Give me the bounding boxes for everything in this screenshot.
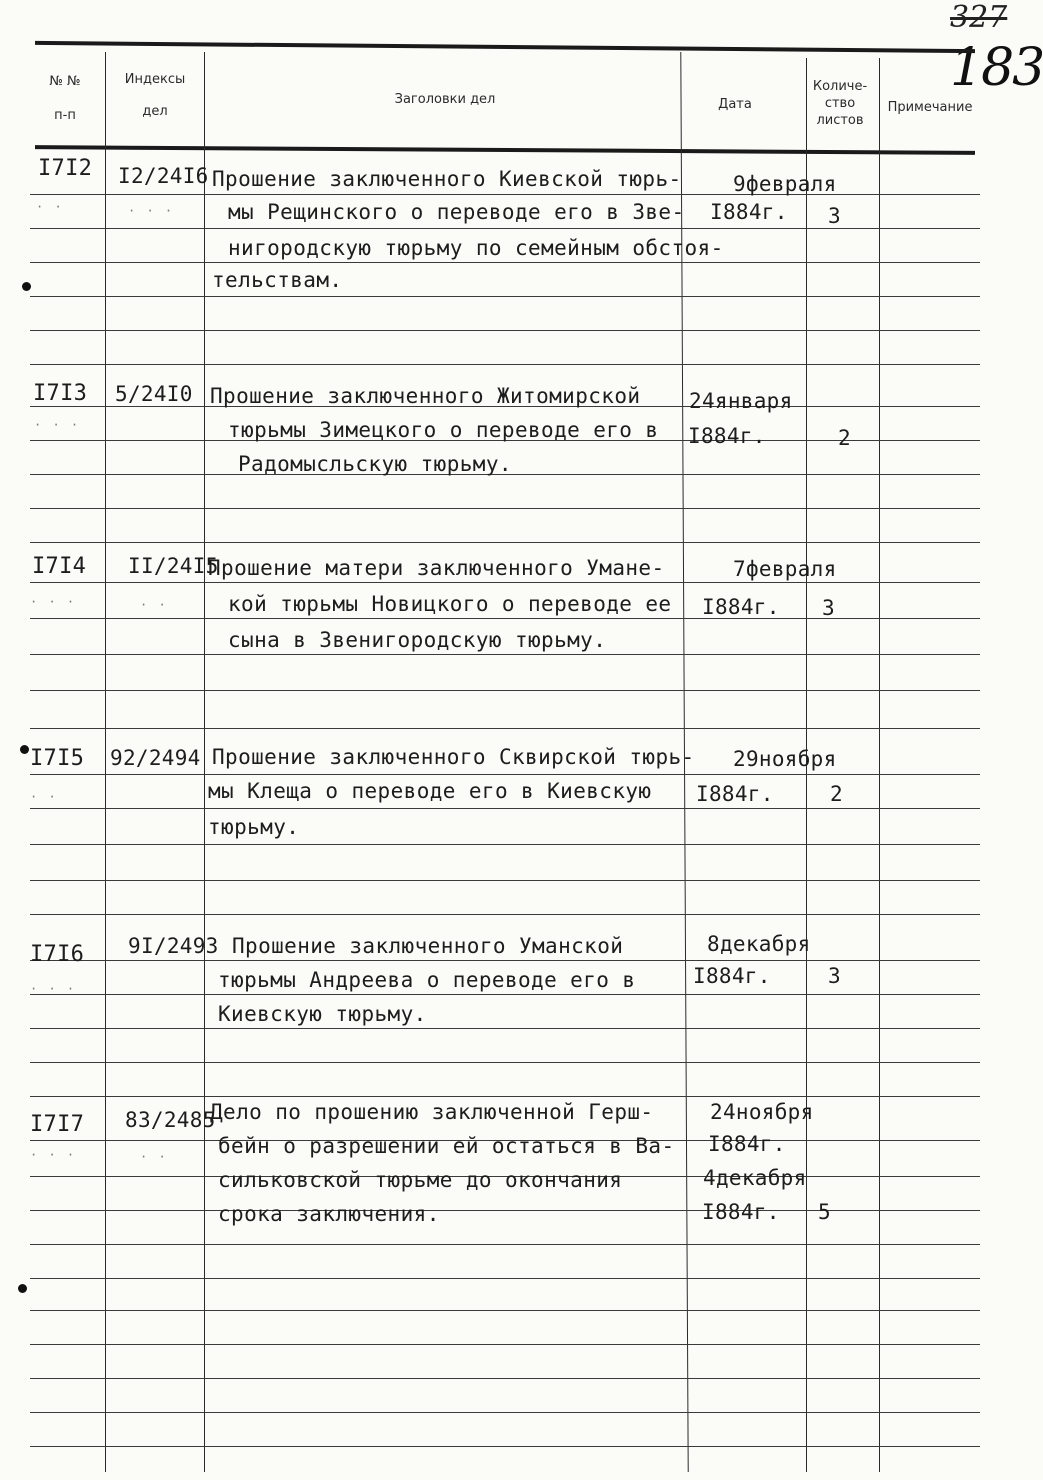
ruled-line [30, 1278, 980, 1279]
ditto-mark: · · · [34, 418, 81, 432]
binding-hole-mark [18, 1284, 27, 1293]
row-index: 5/24I0 [115, 382, 193, 406]
row-title-line: Прошение заключенного Уманской [232, 934, 624, 958]
ruled-line [30, 654, 980, 655]
row-date-line: 9февраля [733, 172, 837, 196]
binding-hole-mark [20, 745, 29, 754]
ditto-mark: · · · [128, 204, 175, 218]
ditto-mark: · · [36, 200, 64, 214]
row-index: 92/2494 [110, 746, 201, 770]
ruled-line [30, 1344, 980, 1345]
row-date-line: I884г. [693, 964, 771, 988]
row-title-line: Прошение матери заключенного Умане- [208, 556, 665, 580]
row-date-line: I884г. [688, 424, 766, 448]
row-date-line: 7февраля [733, 557, 837, 581]
ruled-line [30, 1028, 980, 1029]
row-title-line: кой тюрьмы Новицкого о переводе ее [228, 592, 672, 616]
ruled-line [30, 1244, 980, 1245]
row-date-line: 24ноября [710, 1100, 814, 1124]
row-title-line: мы Рещинского о переводе его в Зве- [228, 200, 685, 224]
header-sheets: Количе- ство листов [812, 79, 868, 128]
ruled-line [30, 1096, 980, 1097]
ruled-line [30, 542, 980, 543]
ditto-mark: · · · [30, 595, 77, 609]
row-date-line: 29ноября [733, 747, 837, 771]
row-date-line: I884г. [702, 595, 780, 619]
row-date-line: I884г. [696, 782, 774, 806]
row-title-line: бейн о разрешении ей остаться в Ва- [218, 1134, 675, 1158]
row-index: 83/2485 [125, 1108, 216, 1132]
row-date-line: I884г. [710, 200, 788, 224]
ruled-line [30, 690, 980, 691]
ruled-line [30, 1378, 980, 1379]
ruled-line [30, 194, 980, 195]
row-date-line: 24января [689, 389, 793, 413]
ruled-line [30, 844, 980, 845]
row-title-line: Прошение заключенного Житомирской [210, 384, 641, 408]
ruled-line [30, 296, 980, 297]
header-bottom-line [35, 145, 975, 155]
row-number: I7I5 [30, 746, 85, 771]
ditto-mark: · · [140, 1150, 168, 1164]
row-number: I7I6 [30, 942, 85, 967]
row-number: I7I3 [33, 381, 88, 406]
row-number: I7I7 [30, 1112, 85, 1137]
row-title-line: тюрьмы Андреева о переводе его в [218, 968, 636, 992]
ruled-line [30, 1210, 980, 1211]
header-index: Индексы дел [124, 72, 186, 119]
ruled-line [30, 994, 980, 995]
row-sheets: 3 [828, 204, 841, 228]
row-title-line: сильковской тюрьме до окончания [218, 1168, 623, 1192]
row-number: I7I2 [38, 156, 93, 181]
row-title-line: сына в Звенигородскую тюрьму. [228, 628, 607, 652]
row-number: I7I4 [32, 554, 87, 579]
ditto-mark: · · [30, 790, 58, 804]
ruled-line [30, 508, 980, 509]
ditto-mark: · · · [30, 1148, 77, 1162]
folio-number: 183 [950, 38, 1043, 98]
row-title-line: срока заключения. [218, 1202, 440, 1226]
column-divider [879, 58, 880, 1472]
header-date: Дата [718, 97, 752, 112]
row-title-line: тельствам. [212, 268, 343, 292]
row-sheets: 3 [822, 596, 835, 620]
ditto-mark: · · · [30, 982, 77, 996]
ruled-line [30, 1062, 980, 1063]
header-top-line [35, 41, 975, 53]
row-title-line: Прошение заключенного Сквирской тюрь- [212, 745, 695, 769]
row-title-line: Прошение заключенного Киевской тюрь- [212, 167, 682, 191]
binding-hole-mark [22, 282, 31, 291]
row-date-line: 8декабря [707, 932, 811, 956]
ditto-mark: · · [140, 598, 168, 612]
ruled-line [30, 1412, 980, 1413]
row-title-line: нигородскую тюрьму по семейным обстоя- [228, 236, 724, 260]
row-sheets: 2 [838, 426, 851, 450]
ruled-line [30, 1310, 980, 1311]
header-note: Примечание [887, 100, 973, 115]
row-date-line: 4декабря [703, 1166, 807, 1190]
header-title: Заголовки дел [394, 92, 496, 107]
ruled-line [30, 880, 980, 881]
row-title-line: Дело по прошению заключенной Герш- [210, 1100, 654, 1124]
ruled-line [30, 262, 980, 263]
ruled-line [30, 1446, 980, 1447]
row-sheets: 3 [828, 964, 841, 988]
row-date-line: I884г. [708, 1132, 786, 1156]
ruled-line [30, 728, 980, 729]
row-title-line: Радомысльскую тюрьму. [238, 452, 512, 476]
ruled-line [30, 618, 980, 619]
row-title-line: Киевскую тюрьму. [218, 1002, 427, 1026]
row-title-line: мы Клеща о переводе его в Киевскую [208, 779, 652, 803]
row-date-line: I884г. [702, 1200, 780, 1224]
ruled-line [30, 364, 980, 365]
old-folio-number: 327 [950, 0, 1008, 35]
ruled-line [30, 330, 980, 331]
header-num: № № п-п [49, 74, 81, 123]
column-divider [105, 52, 106, 1472]
row-index: II/24I5 [128, 554, 219, 578]
row-sheets: 5 [818, 1200, 831, 1224]
row-title-line: тюрьму. [208, 815, 300, 839]
ruled-line [30, 914, 980, 915]
row-sheets: 2 [830, 782, 843, 806]
row-title-line: тюрьмы Зимецкого о переводе его в [228, 418, 659, 442]
row-index: 9I/2493 [128, 934, 219, 958]
row-index: I2/24I6 [118, 164, 209, 188]
column-divider [204, 52, 205, 1472]
